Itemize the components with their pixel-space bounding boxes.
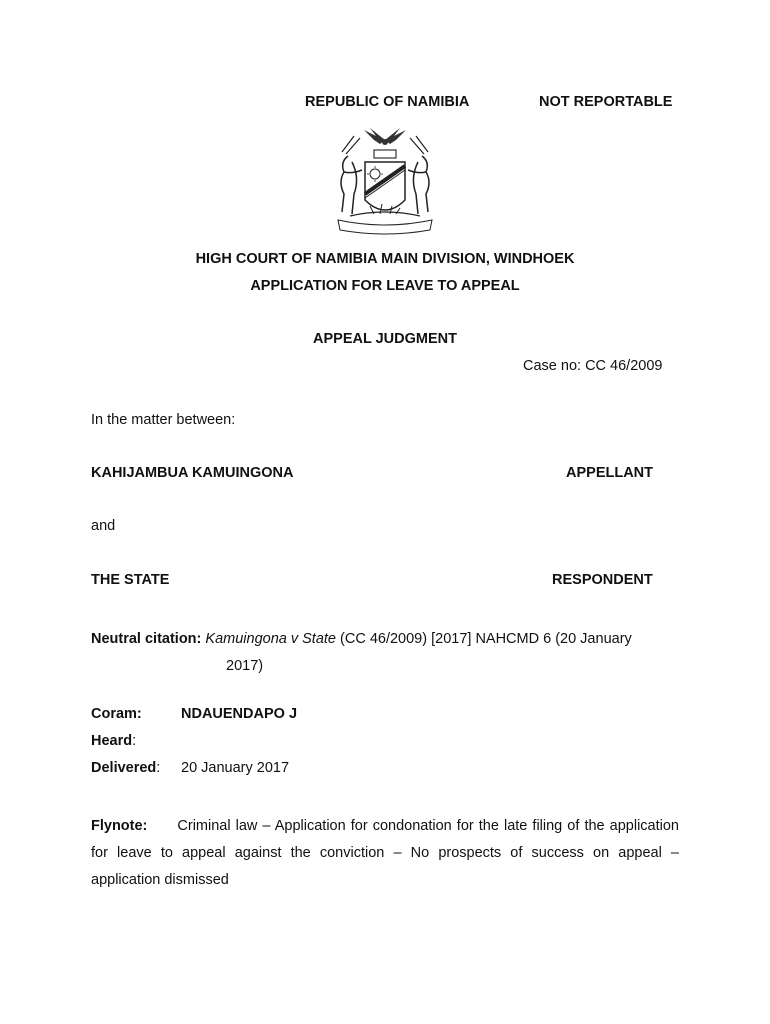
citation-label: Neutral citation: (91, 631, 202, 647)
heard-label: Heard: (91, 733, 137, 749)
flynote-text: Criminal law – Application for condonation for the late filing of the application for leave to appeal against the conviction – No prospects of success on appeal – application dismissed (91, 818, 679, 888)
appellant-name: KAHIJAMBUA KAMUINGONA (91, 465, 294, 481)
respondent-role: RESPONDENT (552, 572, 653, 588)
citation-case-name: Kamuingona v State (205, 631, 336, 647)
matter-between: In the matter between: (91, 412, 236, 428)
flynote (91, 813, 679, 894)
coram-label: Coram: (91, 706, 142, 722)
delivered-date: 20 January 2017 (181, 760, 290, 776)
neutral-citation (91, 626, 679, 680)
appellant-role: APPELLANT (566, 465, 653, 481)
judgment-title: APPEAL JUDGMENT (313, 331, 457, 347)
conjunction: and (91, 518, 116, 534)
application-title: APPLICATION FOR LEAVE TO APPEAL (250, 278, 520, 294)
coram-value: NDAUENDAPO J (181, 706, 298, 722)
delivered-label: Delivered: (91, 760, 161, 776)
citation-details: (CC 46/2009) [2017] NAHCMD 6 (20 January (336, 631, 632, 647)
flynote-label: Flynote: (91, 818, 148, 834)
case-number: Case no: CC 46/2009 (523, 358, 663, 374)
header-reportable: NOT REPORTABLE (539, 94, 673, 110)
respondent-name: THE STATE (91, 572, 170, 588)
header-republic: REPUBLIC OF NAMIBIA (305, 94, 470, 110)
namibia-coat-of-arms-icon (330, 122, 440, 237)
citation-year: 2017) (226, 658, 264, 674)
court-name: HIGH COURT OF NAMIBIA MAIN DIVISION, WINDHOEK (195, 251, 575, 267)
